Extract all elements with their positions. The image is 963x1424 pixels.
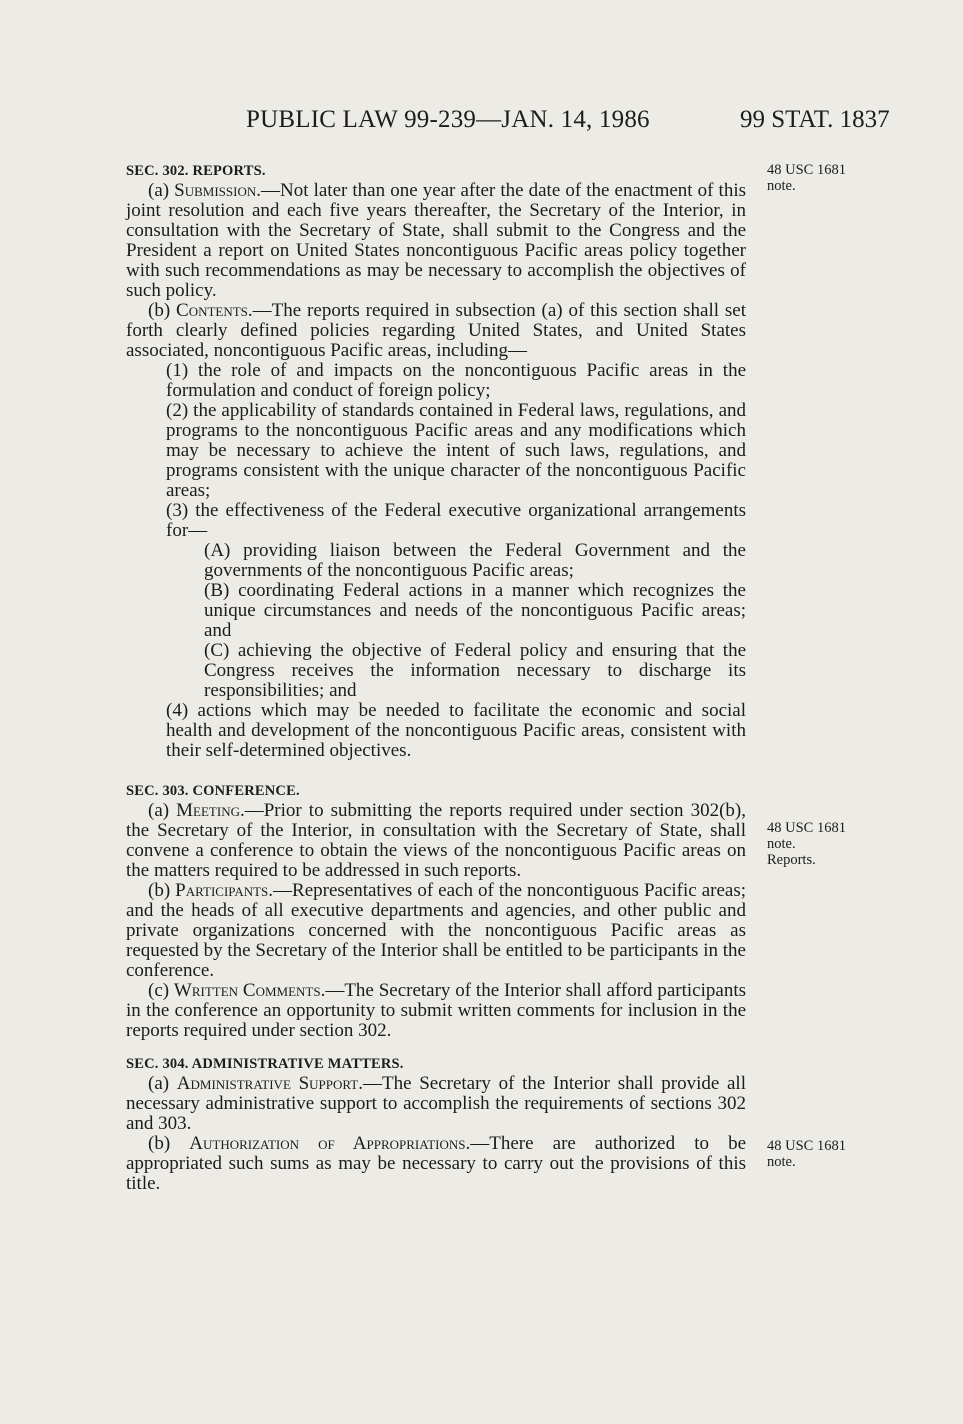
section-303-c <box>126 981 746 1041</box>
subsection-caption: Participants. <box>175 880 274 901</box>
law-title: PUBLIC LAW 99-239—JAN. 14, 1986 <box>246 106 650 133</box>
subsection-text: —The Secretary of the Interior shall afford participants in the conference an opportunity to submit written comments for inclusion in the reports required under section 302. <box>126 980 746 1041</box>
section-304-heading: SEC. 304. ADMINISTRATIVE MATTERS. <box>126 1056 404 1072</box>
page-header <box>0 106 963 140</box>
subsection-label: (c) <box>148 980 174 1001</box>
subparagraph-B <box>126 581 746 641</box>
margin-note-citation: 48 USC 1681 <box>767 820 846 836</box>
subsection-caption: Meeting. <box>176 800 245 821</box>
subsection-caption: Submission. <box>174 180 262 201</box>
stat-page-number: 99 STAT. 1837 <box>740 106 890 133</box>
subparagraph-A <box>126 541 746 581</box>
margin-note-303 <box>767 820 846 868</box>
margin-note-type: note. <box>767 178 796 194</box>
paragraph-text: (C) achieving the objective of Federal policy and ensuring that the Congress receives the information necessary to discharge its responsibilities; and <box>204 640 746 701</box>
subsection-caption: Authorization of Appropriations. <box>189 1133 471 1154</box>
subsection-text: —Not later than one year after the date of the enactment of this joint resolution and each five years thereafter, the Secretary of the Interior, in consultation with the Secretary of State, shall submit to the Congress and the President a report on United States noncontiguous Pacific areas policy together with such recommendations as may be necessary to accomplish the objectives of such policy. <box>126 180 746 301</box>
subparagraph-C <box>126 641 746 701</box>
margin-note-topic: Reports. <box>767 852 816 868</box>
subsection-label: (a) <box>148 1073 177 1094</box>
section-304-a <box>126 1074 746 1134</box>
margin-note-citation: 48 USC 1681 <box>767 162 846 178</box>
subsection-label: (b) <box>148 880 176 901</box>
subsection-text: —Prior to submitting the reports required under section 302(b), the Secretary of the Interior, in consultation with the Secretary of State, shall convene a conference to obtain the views of the noncontiguous Pacific areas on the matters required to be addressed in such reports. <box>126 800 746 881</box>
section-303-a <box>126 801 746 881</box>
margin-note-304 <box>767 1138 846 1170</box>
subsection-text: —The Secretary of the Interior shall provide all necessary administrative support to accomplish the requirements of sections 302 and 303. <box>126 1073 746 1134</box>
paragraph-text: (A) providing liaison between the Federal Government and the governments of the noncontiguous Pacific areas; <box>204 540 746 581</box>
subsection-text: —The reports required in subsection (a) of this section shall set forth clearly defined policies regarding United States, and United States associated, noncontiguous Pacific areas, including— <box>126 300 746 361</box>
subsection-text: —Representatives of each of the noncontiguous Pacific areas; and the heads of all executive departments and agencies, and other public and private organizations concerned with the noncontiguous Pacific areas as requested by the Secretary of the Interior shall be entitled to be participants in the conference. <box>126 880 747 981</box>
subsection-text: —There are authorized to be appropriated such sums as may be necessary to carry out the provisions of this title. <box>126 1133 747 1194</box>
section-302-b <box>126 301 746 361</box>
subsection-caption: Contents. <box>176 300 253 321</box>
subsection-label: (b) <box>148 1133 190 1154</box>
subsection-caption: Administrative Support. <box>176 1073 363 1094</box>
section-304-b <box>126 1134 746 1194</box>
section-303-heading: SEC. 303. CONFERENCE. <box>126 783 300 799</box>
paragraph-4 <box>126 701 746 761</box>
subsection-label: (b) <box>148 300 177 321</box>
margin-note-citation: 48 USC 1681 <box>767 1138 846 1154</box>
section-302-a <box>126 181 746 301</box>
paragraph-3 <box>126 501 746 541</box>
section-302-heading: SEC. 302. REPORTS. <box>126 163 266 179</box>
document-body <box>126 161 746 1194</box>
paragraph-text: (2) the applicability of standards contained in Federal laws, regulations, and programs to the noncontiguous Pacific areas and any modifications which may be necessary to achieve the intent of such laws, regulations, and programs consistent with the unique character of the noncontiguous Pacific areas; <box>166 400 746 501</box>
paragraph-text: (B) coordinating Federal actions in a manner which recognizes the unique circumstances and needs of the noncontiguous Pacific areas; and <box>204 580 746 641</box>
paragraph-2 <box>126 401 746 501</box>
section-303-b <box>126 881 746 981</box>
paragraph-text: (3) the effectiveness of the Federal executive organizational arrangements for— <box>166 500 746 541</box>
margin-note-302 <box>767 162 846 194</box>
margin-note-type: note. <box>767 836 796 852</box>
subsection-label: (a) <box>148 800 177 821</box>
paragraph-1 <box>126 361 746 401</box>
margin-note-type: note. <box>767 1154 796 1170</box>
paragraph-text: (4) actions which may be needed to facilitate the economic and social health and development of the noncontiguous Pacific areas, consistent with their self-determined objectives. <box>166 700 746 761</box>
subsection-label: (a) <box>148 180 175 201</box>
paragraph-text: (1) the role of and impacts on the noncontiguous Pacific areas in the formulation and conduct of foreign policy; <box>166 360 746 401</box>
subsection-caption: Written Comments. <box>173 980 326 1001</box>
